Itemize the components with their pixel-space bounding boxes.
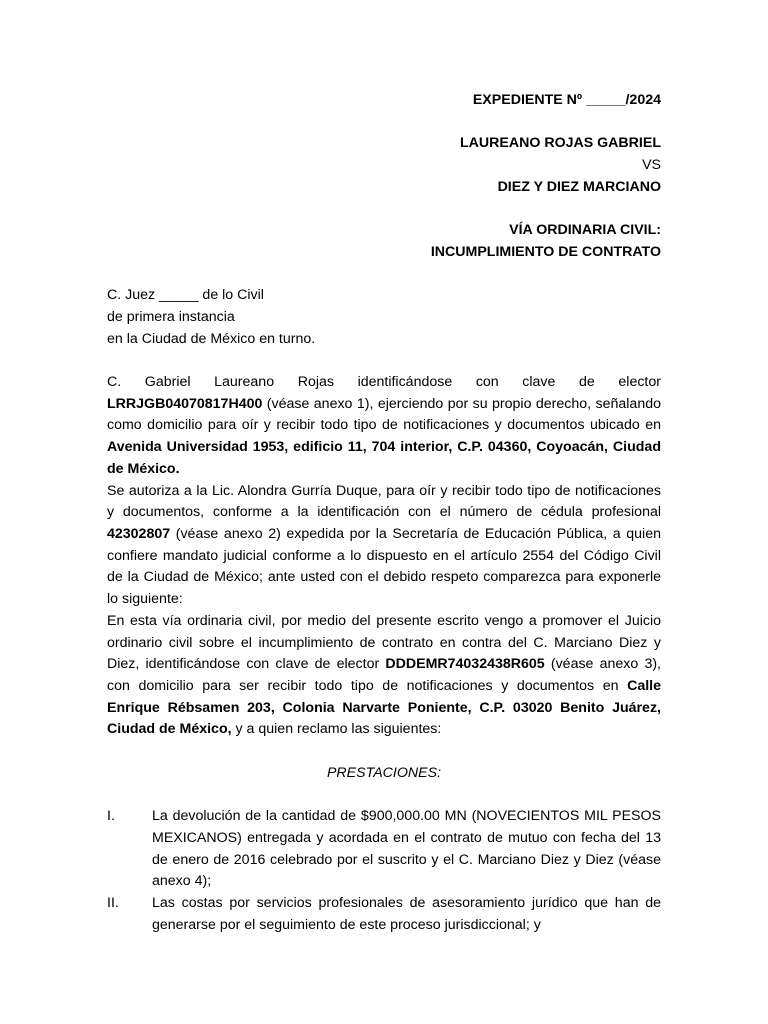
plaintiff-voter-key: LRRJGB04070817H400 xyxy=(107,395,263,412)
paragraph-claim-against-defendant xyxy=(107,611,661,741)
spacer xyxy=(107,741,661,763)
section-title-prestaciones: PRESTACIONES: xyxy=(326,764,442,781)
paragraph-authorized-attorney xyxy=(107,481,661,611)
case-number: EXPEDIENTE Nº _____/2024 xyxy=(472,92,661,108)
list-item xyxy=(107,806,661,893)
spacer xyxy=(107,264,661,286)
procedure-type: VÍA ORDINARIA CIVIL: xyxy=(509,222,661,239)
spacer xyxy=(107,199,661,221)
plaintiff-name: LAUREANO ROJAS GABRIEL xyxy=(459,135,661,152)
paragraph-text: Se autoriza a la Lic. Alondra Gurría Duque, para oír y recibir todo tipo de notificaciones y documentos, conforme a la identificación con el número de cédula profesional xyxy=(107,482,661,521)
spacer xyxy=(107,112,661,134)
list-item-text: Las costas por servicios profesionales de asesoramiento jurídico que han de generarse por el seguimiento de este proceso jurisdiccional; y xyxy=(152,894,661,933)
defendant-address: Calle Enrique Rébsamen 203, Colonia Narvarte Poniente, C.P. 03020 Benito Juárez, Ciudad de México, xyxy=(107,677,661,738)
defendant-voter-key: DDDEMR74032438R605 xyxy=(385,656,545,673)
spacer xyxy=(107,784,661,806)
claim-subject: INCUMPLIMIENTO DE CONTRATO xyxy=(430,243,661,260)
paragraph-text: y a quien reclamo las siguientes: xyxy=(231,721,442,738)
addressee-line-2: de primera instancia xyxy=(107,308,235,325)
paragraph-text: (véase anexo 3), con domicilio para ser recibir todo tipo de notificaciones y documentos en xyxy=(107,656,662,694)
list-item xyxy=(107,893,661,936)
list-item-number: II. xyxy=(107,894,119,911)
list-item-number: I. xyxy=(107,808,115,825)
plaintiff-address: Avenida Universidad 1953, edificio 11, 704 interior, C.P. 04360, Coyoacán, Ciudad de México. xyxy=(107,439,661,477)
paragraph-text: C. Gabriel Laureano Rojas identificándose con clave de elector xyxy=(107,374,661,391)
addressee-line-1: C. Juez _____ de lo Civil xyxy=(107,287,264,304)
professional-license-number: 42302807 xyxy=(107,526,171,542)
defendant-name: DIEZ Y DIEZ MARCIANO xyxy=(497,178,661,195)
spacer xyxy=(107,350,661,372)
list-item-text: La devolución de la cantidad de $900,000.00 MN (NOVECIENTOS MIL PESOS MEXICANOS) entregada y acordada en el contrato de mutuo con fecha del 13 de enero de 2016 celebrado por el suscrito y el C. Marciano Diez y Diez (véase anexo 4); xyxy=(152,808,661,890)
paragraph-text: En esta vía ordinaria civil, por medio del presente escrito vengo a promover el Juicio ordinario civil sobre el incumplimiento de contrato en contra del C. Marciano Diez y Diez, identificándose con clave de elector xyxy=(107,612,661,673)
addressee-line-3: en la Ciudad de México en turno. xyxy=(107,330,316,347)
paragraph-text: (véase anexo 2) expedida por la Secretaría de Educación Pública, a quien confiere mandato judicial conforme a lo dispuesto en el artículo 2554 del Código Civil de la Ciudad de México; ante usted con el debido respeto comparezca para exponerle lo siguiente: xyxy=(107,526,661,608)
document-page xyxy=(107,90,661,936)
paragraph-text: (véase anexo 1), ejerciendo por su propio derecho, señalando como domicilio para oír y recibir todo tipo de notificaciones y documentos ubicado en xyxy=(107,395,661,434)
paragraph-plaintiff-identification xyxy=(107,372,661,481)
versus-label: VS xyxy=(642,157,661,174)
